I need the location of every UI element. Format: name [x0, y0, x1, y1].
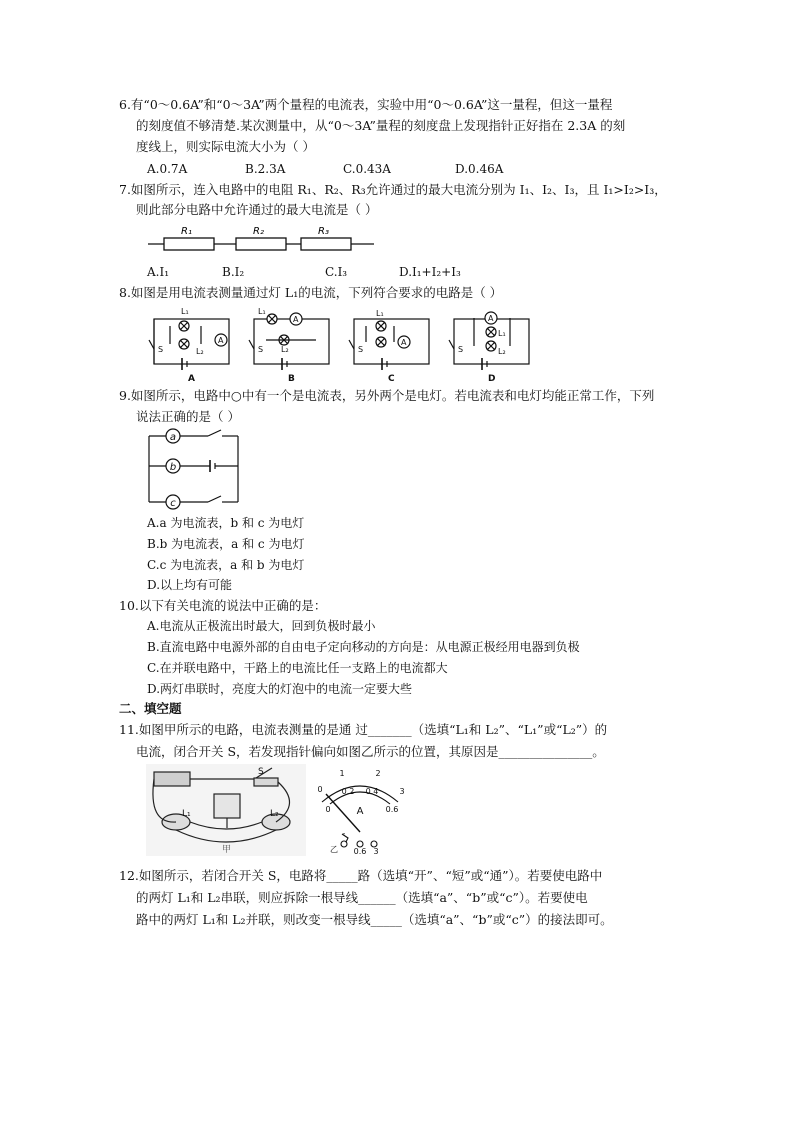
ammeter-unit-label: A	[356, 806, 364, 817]
scale-bottom-0.4: 0.4	[365, 787, 379, 796]
q10-option-d: D.两灯串联时，亮度大的灯泡中的电流一定要大些	[147, 682, 413, 696]
q9-circle-b-label: b	[169, 462, 177, 473]
q8b-ammeter-label: A	[293, 315, 299, 324]
q9-option-d: D.以上均有可能	[147, 578, 233, 592]
scale-top-3: 3	[399, 787, 405, 796]
q8-circuit-b-caption: B	[288, 374, 295, 384]
q9-circle-c-label: c	[170, 498, 176, 509]
q7-text-line-1: 7.如图所示，连入电路中的电阻 R₁、R₂、R₃允许通过的最大电流分别为 I₁、I₂、I₃，且 I₁>I₂>I₃，	[119, 182, 667, 197]
q12-text-line-1: 12.如图所示，若闭合开关 S，电路将_____路（选填“开”、“短”或“通”）。若要使电路中	[119, 868, 603, 883]
q8-text-line-1: 8.如图是用电流表测量通过灯 L₁的电流，下列符合要求的电路是（ ）	[119, 285, 503, 300]
q8a-l1-label: L₁	[181, 307, 189, 316]
q6-option-b: B.2.3A	[245, 162, 286, 176]
q6-option-a: A.0.7A	[147, 162, 188, 176]
q11-caption-jia: 甲	[222, 845, 232, 855]
terminal-0.6: 0.6	[353, 847, 367, 856]
scale-bottom-0: 0	[325, 805, 331, 814]
terminal-3: 3	[373, 847, 379, 856]
q11-figure-jia-photo	[146, 764, 306, 856]
label-r1: R₁	[181, 226, 192, 237]
q12-text-line-3: 路中的两灯 L₁和 L₂并联，则改变一根导线_____（选填“a”、“b”或“c”）的接法即可。	[136, 912, 613, 927]
q8b-l1-label: L₁	[258, 307, 266, 316]
q11-caption-yi: 乙	[330, 845, 338, 854]
q7-option-b: B.I₂	[222, 265, 245, 279]
q11-text-line-2: 电流，闭合开关 S，若发现指针偏向如图乙所示的位置，其原因是_______________。	[136, 744, 605, 759]
q12-text-line-2: 的两灯 L₁和 L₂串联，则应拆除一根导线______（选填“a”、“b”或“c”）。若要使电	[136, 890, 588, 905]
resistor-r2	[236, 238, 286, 250]
q8a-switch-label: S	[158, 345, 164, 354]
q8-circuit-options	[146, 304, 536, 384]
q8c-l1-label: L₁	[376, 309, 384, 318]
section-title-fill-in: 二、填空题	[119, 701, 182, 716]
q11-figure-yi-ammeter	[312, 764, 408, 856]
resistor-r3	[301, 238, 351, 250]
q10-text-line-1: 10.以下有关电流的说法中正确的是：	[119, 598, 327, 613]
q8d-l1-label: L₁	[498, 329, 506, 338]
q8c-switch-label: S	[358, 345, 364, 354]
scale-top-2: 2	[375, 769, 381, 778]
q8a-ammeter-label: A	[218, 336, 224, 345]
q10-option-a: A.电流从正极流出时最大，回到负极时最小	[147, 619, 376, 633]
q9-option-a: A.a 为电流表，b 和 c 为电灯	[147, 516, 305, 530]
q6-text-line-3: 度线上，则实际电流大小为（ ）	[136, 139, 315, 154]
scale-top-1: 1	[339, 769, 345, 778]
q7-text-line-2: 则此部分电路中允许通过的最大电流是（ ）	[136, 202, 378, 217]
scale-bottom-0.2: 0.2	[341, 787, 355, 796]
q11-photo-l2-label: L₂	[270, 809, 279, 819]
q9-text-line-2: 说法正确的是（ ）	[136, 409, 240, 424]
q7-option-d: D.I₁+I₂+I₃	[399, 265, 461, 279]
q10-option-b: B.直流电路中电源外部的自由电子定向移动的方向是：从电源正极经用电器到负极	[147, 640, 580, 654]
q6-text-line-2: 的刻度值不够清楚.某次测量中，从“0～3A”量程的刻度盘上发现指针正好指在 2.3A 的刻	[136, 118, 626, 133]
resistor-r1	[164, 238, 214, 250]
q8c-ammeter-label: A	[401, 338, 407, 347]
q7-option-c: C.I₃	[325, 265, 348, 279]
terminal-negative: -	[342, 829, 346, 838]
label-r2: R₂	[253, 226, 264, 237]
q8-circuit-a-caption: A	[188, 374, 195, 384]
q8-circuit-c-caption: C	[388, 374, 395, 384]
q10-option-c: C.在并联电路中，干路上的电流比任一支路上的电流都大	[147, 661, 448, 675]
q9-option-c: C.c 为电流表，a 和 b 为电灯	[147, 558, 305, 572]
q6-text-line-1: 6.有“0～0.6A”和“0～3A”两个量程的电流表，实验中用“0～0.6A”这一量程，但这一量程	[119, 97, 613, 112]
q11-photo-switch-label: S	[258, 767, 264, 777]
q9-circle-a-label: a	[169, 432, 177, 443]
q8b-l2-label: L₂	[281, 345, 289, 354]
q6-option-d: D.0.46A	[455, 162, 504, 176]
q7-resistor-diagram	[146, 224, 376, 254]
scale-bottom-0.6: 0.6	[385, 805, 399, 814]
q11-text-line-1: 11.如图甲所示的电路，电流表测量的是通 过_______（选填“L₁和 L₂”、“L₁”或“L₂”）的	[119, 722, 608, 737]
q8d-ammeter-label: A	[488, 314, 494, 323]
q11-photo-l1-label: L₁	[182, 809, 191, 819]
q9-text-line-1: 9.如图所示，电路中○中有一个是电流表，另外两个是电灯。若电流表和电灯均能正常工作，下列	[119, 388, 655, 403]
q9-option-b: B.b 为电流表，a 和 c 为电灯	[147, 537, 305, 551]
ammeter-needle	[326, 794, 360, 832]
q8d-l2-label: L₂	[498, 347, 506, 356]
q8-circuit-d-caption: D	[488, 374, 496, 384]
scale-top-0: 0	[317, 785, 323, 794]
label-r3: R₃	[318, 226, 329, 237]
q6-option-c: C.0.43A	[343, 162, 391, 176]
q9-circuit-diagram	[146, 426, 246, 512]
q7-option-a: A.I₁	[147, 265, 170, 279]
q8a-l2-label: L₂	[196, 347, 204, 356]
q8b-switch-label: S	[258, 345, 264, 354]
q8d-switch-label: S	[458, 345, 464, 354]
